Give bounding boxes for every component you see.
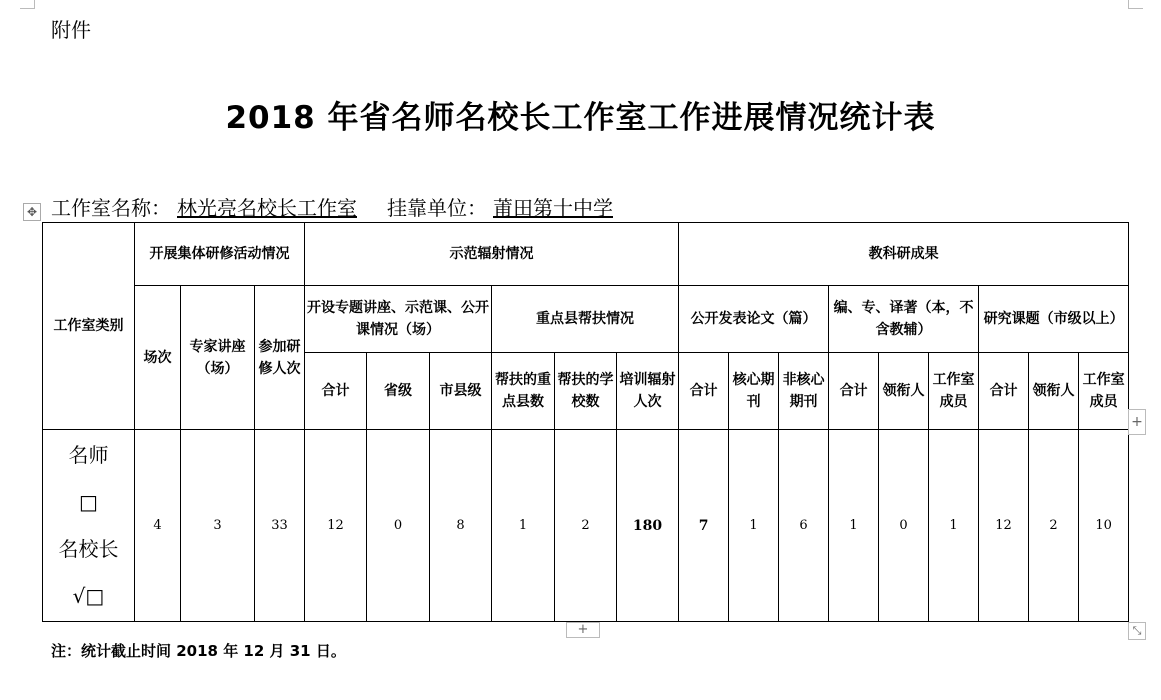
table-resize-handle-icon[interactable]: ⤡ [1128, 622, 1146, 640]
header-group-demo: 示范辐射情况 [305, 223, 679, 286]
value-books-members: 1 [929, 430, 979, 622]
attachment-label: 附件 [51, 18, 91, 42]
value-support-trainees: 180 [617, 430, 679, 622]
header-open-lectures: 开设专题讲座、示范课、公开课情况（场） [305, 286, 492, 353]
studio-info-line [51, 192, 619, 221]
footnote: 注：统计截止时间 2018 年 12 月 31 日。 [51, 642, 346, 660]
value-projects-members: 10 [1079, 430, 1129, 622]
header-category: 工作室类别 [43, 223, 135, 430]
value-books-total: 1 [829, 430, 879, 622]
page-corner-mark-right [1128, 0, 1143, 9]
host-value: 莆田第十中学 [493, 196, 613, 220]
header-open-total: 合计 [305, 353, 367, 430]
header-books-leader: 领衔人 [879, 353, 929, 430]
header-group-training: 开展集体研修活动情况 [135, 223, 305, 286]
header-support-counties: 帮扶的重点县数 [492, 353, 555, 430]
value-participants: 33 [255, 430, 305, 622]
header-projects-leader: 领衔人 [1029, 353, 1079, 430]
header-papers-noncore: 非核心期刊 [779, 353, 829, 430]
category-checkbox-principal[interactable]: √□ [72, 583, 105, 608]
value-expert-lectures: 3 [181, 430, 255, 622]
header-key-county-support: 重点县帮扶情况 [492, 286, 679, 353]
value-support-schools: 2 [555, 430, 617, 622]
value-open-city-county: 8 [430, 430, 492, 622]
header-books: 编、专、译著（本，不含教辅） [829, 286, 979, 353]
header-books-members: 工作室成员 [929, 353, 979, 430]
statistics-table [42, 222, 1129, 622]
value-projects-leader: 2 [1029, 430, 1079, 622]
header-sessions: 场次 [135, 286, 181, 430]
category-checkbox-teacher[interactable]: □ [79, 489, 98, 514]
page-corner-mark-left [20, 0, 35, 9]
value-projects-total: 12 [979, 430, 1029, 622]
header-support-schools: 帮扶的学校数 [555, 353, 617, 430]
value-papers-noncore: 6 [779, 430, 829, 622]
value-sessions: 4 [135, 430, 181, 622]
studio-name-value: 林光亮名校长工作室 [177, 196, 357, 220]
host-label: 挂靠单位： [387, 196, 487, 220]
value-open-provincial: 0 [367, 430, 430, 622]
header-participants: 参加研修人次 [255, 286, 305, 430]
category-cell [43, 430, 135, 622]
header-group-research: 教科研成果 [679, 223, 1129, 286]
header-papers-total: 合计 [679, 353, 729, 430]
studio-name-label: 工作室名称： [51, 196, 171, 220]
header-support-trainees: 培训辐射人次 [617, 353, 679, 430]
header-projects-total: 合计 [979, 353, 1029, 430]
add-row-button[interactable]: + [566, 622, 600, 638]
value-support-counties: 1 [492, 430, 555, 622]
header-books-total: 合计 [829, 353, 879, 430]
header-open-city-county: 市县级 [430, 353, 492, 430]
value-papers-core: 1 [729, 430, 779, 622]
document-title: 2018 年省名师名校长工作室工作进展情况统计表 [225, 100, 936, 136]
table-move-handle-icon[interactable]: ✥ [23, 203, 41, 221]
value-papers-total: 7 [679, 430, 729, 622]
header-projects: 研究课题（市级以上） [979, 286, 1129, 353]
header-projects-members: 工作室成员 [1079, 353, 1129, 430]
category-line-teacher: 名师 [68, 442, 109, 467]
table-row [43, 430, 1129, 622]
header-papers: 公开发表论文（篇） [679, 286, 829, 353]
header-expert-lectures: 专家讲座（场） [181, 286, 255, 430]
header-open-provincial: 省级 [367, 353, 430, 430]
value-books-leader: 0 [879, 430, 929, 622]
header-papers-core: 核心期刊 [729, 353, 779, 430]
value-open-total: 12 [305, 430, 367, 622]
add-column-button[interactable]: + [1128, 409, 1146, 435]
category-line-principal: 名校长 [58, 536, 119, 561]
